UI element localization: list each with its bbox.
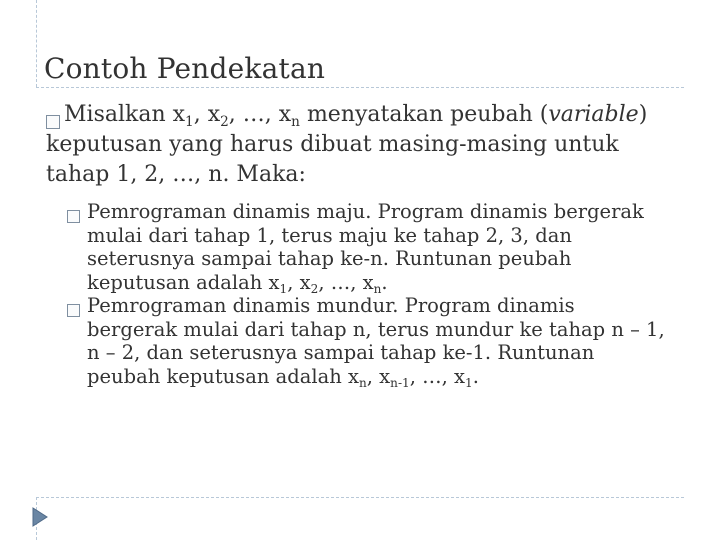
square-bullet-icon: [67, 210, 80, 223]
sub-bullet-text: Pemrograman dinamis mundur. Program dinamis bergerak mulai dari tahap n, terus mundur ke tahap n – 1, n – 2, dan seterusnya sampai tahap ke-1. Runtunan peubah keputusan adalah $x_n$, $x_{n-1}$, …, $x_1$.: [87, 294, 665, 390]
sub-bullet-backward: [67, 294, 667, 388]
left-border-top: [36, 0, 37, 87]
sub-bullet-text: Pemrograman dinamis maju. Program dinamis bergerak mulai dari tahap 1, terus maju ke tahap 2, 3, dan seterusnya sampai tahap ke-n. Runtunan peubah keputusan adalah $x_1$, $x_2$, …, $x_n$.: [87, 200, 644, 296]
sub-bullet-forward: [67, 200, 667, 294]
footer-divider: [36, 497, 684, 498]
play-triangle-icon[interactable]: [32, 507, 48, 527]
title-divider: [36, 87, 684, 88]
main-bullet: [46, 100, 678, 190]
main-bullet-text: Misalkan $x_1$, $x_2$, …, $x_n$ menyatakan peubah (variable) keputusan yang harus dibuat masing-masing untuk tahap 1, 2, …, n. Maka:: [46, 102, 648, 187]
square-bullet-icon: [46, 115, 60, 129]
sub-bullet-list: [67, 200, 667, 388]
slide-title: Contoh Pendekatan: [44, 52, 326, 85]
square-bullet-icon: [67, 304, 80, 317]
